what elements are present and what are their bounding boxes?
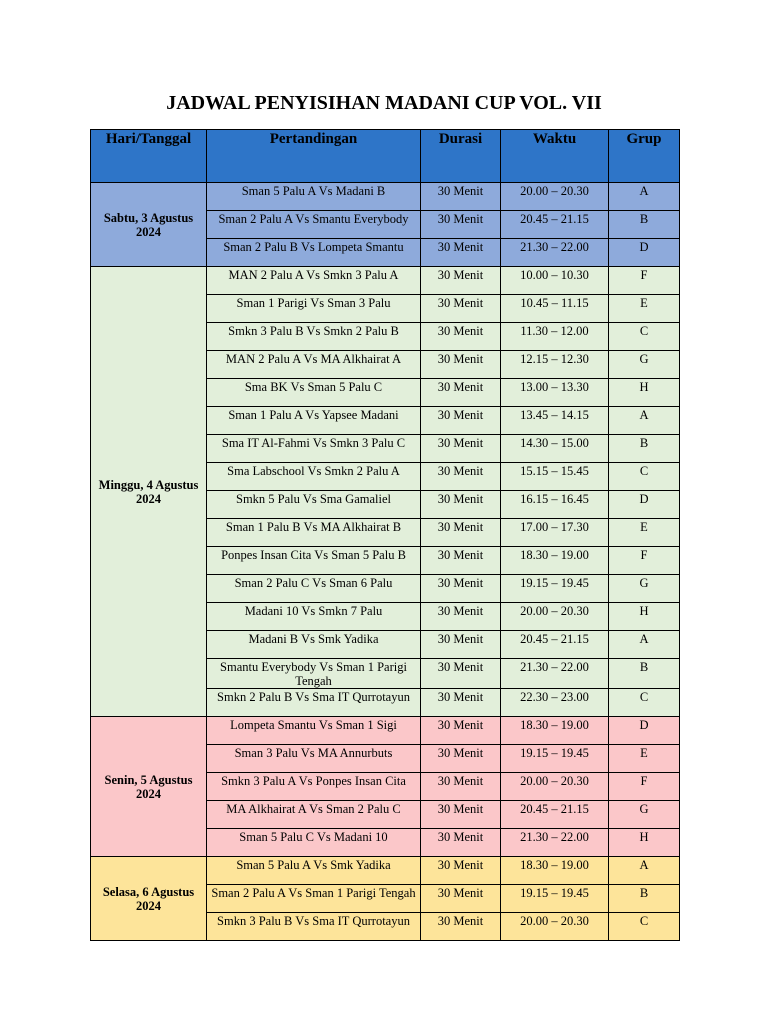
time-cell: 12.15 – 12.30 [501,351,609,379]
group-cell: E [609,745,680,773]
time-cell: 19.15 – 19.45 [501,575,609,603]
time-cell: 19.15 – 19.45 [501,885,609,913]
time-cell: 21.30 – 22.00 [501,239,609,267]
group-cell: E [609,295,680,323]
time-cell: 21.30 – 22.00 [501,829,609,857]
match-cell: Lompeta Smantu Vs Sman 1 Sigi [207,717,421,745]
duration-cell: 30 Menit [421,829,501,857]
duration-cell: 30 Menit [421,773,501,801]
group-cell: F [609,773,680,801]
group-cell: D [609,717,680,745]
time-cell: 21.30 – 22.00 [501,659,609,689]
duration-cell: 30 Menit [421,295,501,323]
group-cell: A [609,407,680,435]
time-cell: 10.00 – 10.30 [501,267,609,295]
page-title: JADWAL PENYISIHAN MADANI CUP VOL. VII [166,92,602,114]
group-cell: H [609,829,680,857]
duration-cell: 30 Menit [421,491,501,519]
duration-cell: 30 Menit [421,689,501,717]
duration-cell: 30 Menit [421,885,501,913]
match-cell: Smkn 3 Palu B Vs Smkn 2 Palu B [207,323,421,351]
group-cell: E [609,519,680,547]
group-cell: B [609,211,680,239]
match-cell: Madani 10 Vs Smkn 7 Palu [207,603,421,631]
day-cell: Sabtu, 3 Agustus 2024 [91,183,207,267]
time-cell: 20.45 – 21.15 [501,211,609,239]
group-cell: A [609,631,680,659]
time-cell: 20.45 – 21.15 [501,801,609,829]
group-cell: H [609,379,680,407]
header-duration: Durasi [421,130,501,183]
match-cell: Sma BK Vs Sman 5 Palu C [207,379,421,407]
group-cell: C [609,323,680,351]
match-cell: Sman 2 Palu B Vs Lompeta Smantu [207,239,421,267]
time-cell: 22.30 – 23.00 [501,689,609,717]
match-cell: Smkn 3 Palu A Vs Ponpes Insan Cita [207,773,421,801]
match-cell: Smkn 2 Palu B Vs Sma IT Qurrotayun [207,689,421,717]
time-cell: 13.00 – 13.30 [501,379,609,407]
duration-cell: 30 Menit [421,547,501,575]
duration-cell: 30 Menit [421,857,501,885]
time-cell: 15.15 – 15.45 [501,463,609,491]
day-cell: Selasa, 6 Agustus 2024 [91,857,207,941]
duration-cell: 30 Menit [421,267,501,295]
duration-cell: 30 Menit [421,379,501,407]
group-cell: C [609,463,680,491]
header-day: Hari/Tanggal [91,130,207,183]
match-cell: Sman 3 Palu Vs MA Annurbuts [207,745,421,773]
duration-cell: 30 Menit [421,211,501,239]
group-cell: G [609,575,680,603]
match-cell: Sman 2 Palu A Vs Sman 1 Parigi Tengah [207,885,421,913]
duration-cell: 30 Menit [421,913,501,941]
duration-cell: 30 Menit [421,463,501,491]
time-cell: 14.30 – 15.00 [501,435,609,463]
schedule-body [91,183,680,941]
group-cell: G [609,351,680,379]
header-match: Pertandingan [207,130,421,183]
time-cell: 13.45 – 14.15 [501,407,609,435]
time-cell: 18.30 – 19.00 [501,547,609,575]
match-cell: Smkn 3 Palu B Vs Sma IT Qurrotayun [207,913,421,941]
table-row [91,717,680,745]
time-cell: 11.30 – 12.00 [501,323,609,351]
group-cell: B [609,885,680,913]
table-row [91,183,680,211]
day-cell: Senin, 5 Agustus 2024 [91,717,207,857]
match-cell: Sman 2 Palu C Vs Sman 6 Palu [207,575,421,603]
match-cell: Sman 5 Palu C Vs Madani 10 [207,829,421,857]
match-cell: Sman 2 Palu A Vs Smantu Everybody [207,211,421,239]
group-cell: A [609,183,680,211]
match-cell: Sma Labschool Vs Smkn 2 Palu A [207,463,421,491]
match-cell: Sman 5 Palu A Vs Madani B [207,183,421,211]
time-cell: 16.15 – 16.45 [501,491,609,519]
duration-cell: 30 Menit [421,745,501,773]
day-cell: Minggu, 4 Agustus 2024 [91,267,207,717]
time-cell: 20.45 – 21.15 [501,631,609,659]
match-cell: Sman 1 Palu A Vs Yapsee Madani [207,407,421,435]
duration-cell: 30 Menit [421,183,501,211]
duration-cell: 30 Menit [421,351,501,379]
match-cell: Madani B Vs Smk Yadika [207,631,421,659]
duration-cell: 30 Menit [421,717,501,745]
group-cell: A [609,857,680,885]
match-cell: Smantu Everybody Vs Sman 1 Parigi Tengah [207,659,421,689]
duration-cell: 30 Menit [421,519,501,547]
group-cell: D [609,491,680,519]
group-cell: H [609,603,680,631]
header-time: Waktu [501,130,609,183]
duration-cell: 30 Menit [421,435,501,463]
duration-cell: 30 Menit [421,631,501,659]
time-cell: 20.00 – 20.30 [501,913,609,941]
duration-cell: 30 Menit [421,603,501,631]
match-cell: MA Alkhairat A Vs Sman 2 Palu C [207,801,421,829]
group-cell: B [609,435,680,463]
group-cell: B [609,659,680,689]
time-cell: 20.00 – 20.30 [501,603,609,631]
match-cell: Sma IT Al-Fahmi Vs Smkn 3 Palu C [207,435,421,463]
group-cell: F [609,547,680,575]
duration-cell: 30 Menit [421,801,501,829]
duration-cell: 30 Menit [421,323,501,351]
time-cell: 17.00 – 17.30 [501,519,609,547]
match-cell: Sman 5 Palu A Vs Smk Yadika [207,857,421,885]
time-cell: 19.15 – 19.45 [501,745,609,773]
match-cell: Ponpes Insan Cita Vs Sman 5 Palu B [207,547,421,575]
time-cell: 10.45 – 11.15 [501,295,609,323]
duration-cell: 30 Menit [421,239,501,267]
group-cell: D [609,239,680,267]
time-cell: 18.30 – 19.00 [501,857,609,885]
match-cell: MAN 2 Palu A Vs Smkn 3 Palu A [207,267,421,295]
time-cell: 20.00 – 20.30 [501,773,609,801]
group-cell: G [609,801,680,829]
header-group: Grup [609,130,680,183]
group-cell: C [609,913,680,941]
duration-cell: 30 Menit [421,659,501,689]
duration-cell: 30 Menit [421,407,501,435]
header-row [91,130,680,183]
group-cell: F [609,267,680,295]
time-cell: 18.30 – 19.00 [501,717,609,745]
group-cell: C [609,689,680,717]
table-row [91,857,680,885]
match-cell: Sman 1 Parigi Vs Sman 3 Palu [207,295,421,323]
time-cell: 20.00 – 20.30 [501,183,609,211]
schedule-table [90,129,680,941]
match-cell: MAN 2 Palu A Vs MA Alkhairat A [207,351,421,379]
match-cell: Sman 1 Palu B Vs MA Alkhairat B [207,519,421,547]
match-cell: Smkn 5 Palu Vs Sma Gamaliel [207,491,421,519]
duration-cell: 30 Menit [421,575,501,603]
table-row [91,267,680,295]
